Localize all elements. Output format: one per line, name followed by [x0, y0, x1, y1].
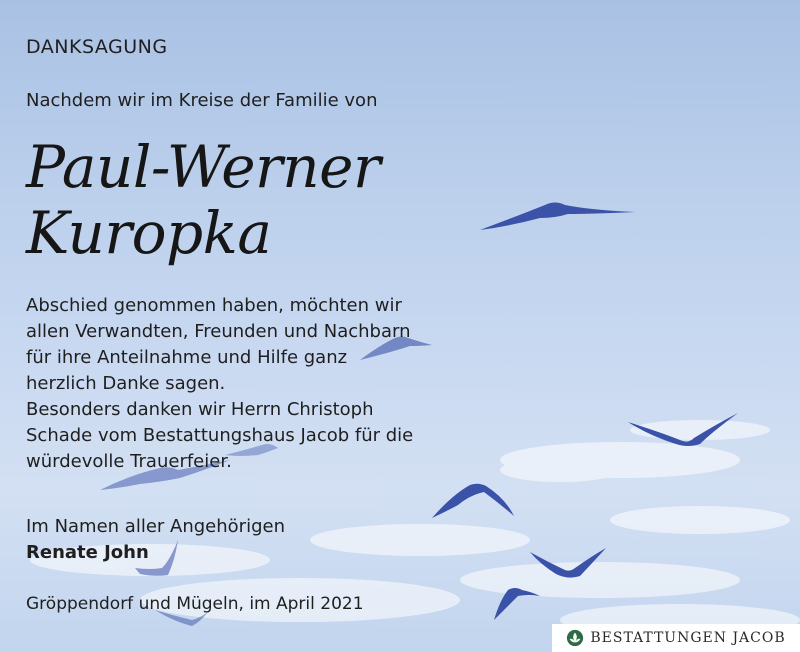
thanks-text [26, 293, 413, 475]
body-line: Besonders danken wir Herrn Christoph [26, 399, 374, 420]
seagull-1 [480, 203, 635, 231]
body-line: allen Verwandten, Freunden und Nachbarn [26, 321, 411, 342]
body-line: Abschied genommen haben, möchten wir [26, 295, 402, 316]
seagull-3 [432, 484, 514, 518]
leaf-circle-icon [566, 629, 584, 647]
body-line: herzlich Danke sagen. [26, 373, 226, 394]
funeral-home-name: BESTATTUNGEN JACOB [590, 630, 786, 646]
deceased-name [26, 134, 380, 266]
funeral-home-logo [552, 624, 800, 652]
heading: DANKSAGUNG [26, 36, 168, 58]
signature-label: Im Namen aller Angehörigen [26, 516, 285, 537]
signature-name: Renate John [26, 542, 149, 563]
name-line-first: Paul-Werner [26, 133, 381, 201]
name-line-last: Kuropka [26, 199, 272, 267]
body-line: für ihre Anteilnahme und Hilfe ganz [26, 347, 348, 368]
body-line: würdevolle Trauerfeier. [26, 451, 232, 472]
body-line: Schade vom Bestattungshaus Jacob für die [26, 425, 414, 446]
intro-text: Nachdem wir im Kreise der Familie von [26, 90, 378, 111]
place-date: Gröppendorf und Mügeln, im April 2021 [26, 594, 364, 614]
